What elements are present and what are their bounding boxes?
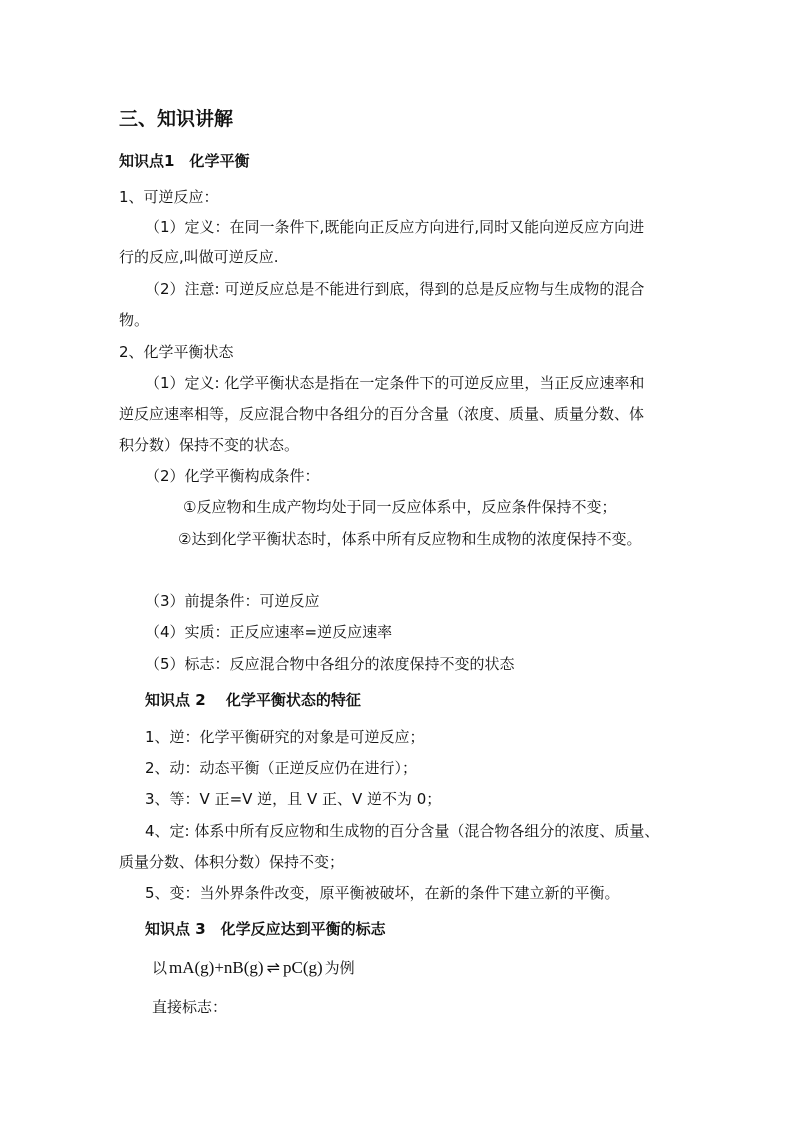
kp2-feature-4-line2: 质量分数、体积分数）保持不变；: [119, 853, 345, 871]
section-title: 三、知识讲解: [119, 108, 234, 130]
kp3-example: [152, 958, 355, 978]
kp1-state-def-line2: 逆反应速率相等，反应混合物中各组分的百分含量（浓度、质量、质量分数、体: [119, 405, 645, 423]
kp1-item1-title: 1、可逆反应：: [119, 188, 219, 206]
example-prefix: 以: [152, 959, 168, 977]
example-suffix: 为例: [324, 959, 355, 977]
kp1-note-line1: （2）注意: 可逆反应总是不能进行到底，得到的总是反应物与生成物的混合: [145, 280, 645, 298]
kp1-item2-title: 2、化学平衡状态: [119, 343, 234, 361]
reaction-right: pC(g): [283, 958, 323, 977]
kp1-premise: （3）前提条件：可逆反应: [145, 592, 320, 610]
reaction-left: mA(g)+nB(g): [169, 958, 264, 977]
kp1-heading: 知识点1 化学平衡: [119, 152, 250, 170]
kp2-feature-4-line1: 4、定: 体系中所有反应物和生成物的百分含量（混合物各组分的浓度、质量、: [145, 822, 660, 840]
kp3-heading: 知识点 3 化学反应达到平衡的标志: [145, 920, 386, 938]
kp1-cond-1: ①反应物和生成产物均处于同一反应体系中，反应条件保持不变；: [183, 498, 617, 516]
kp1-def-line2: 行的反应,叫做可逆反应.: [119, 248, 279, 266]
kp2-feature-5: 5、变：当外界条件改变，原平衡被破坏，在新的条件下建立新的平衡。: [145, 884, 620, 902]
kp2-feature-3: 3、等：V 正=V 逆，且 V 正、V 逆不为 0；: [145, 790, 442, 808]
kp3-direct-sign: 直接标志：: [152, 998, 228, 1016]
kp2-feature-1: 1、逆：化学平衡研究的对象是可逆反应；: [145, 728, 425, 746]
kp1-note-line2: 物。: [119, 311, 150, 329]
kp2-feature-2: 2、动：动态平衡（正逆反应仍在进行）；: [145, 759, 418, 777]
kp1-state-def-line1: （1）定义: 化学平衡状态是指在一定条件下的可逆反应里，当正反应速率和: [145, 374, 645, 392]
kp2-heading: 知识点 2 化学平衡状态的特征: [145, 691, 361, 709]
kp1-state-def-line3: 积分数）保持不变的状态。: [119, 436, 300, 454]
equilibrium-arrow-icon: ⇌: [266, 958, 280, 977]
kp1-cond-2: ②达到化学平衡状态时，体系中所有反应物和生成物的浓度保持不变。: [178, 530, 642, 548]
kp1-def-line1: （1）定义：在同一条件下,既能向正反应方向进行,同时又能向逆反应方向进: [145, 218, 645, 236]
kp1-sign: （5）标志：反应混合物中各组分的浓度保持不变的状态: [145, 655, 515, 673]
kp1-essence: （4）实质：正反应速率=逆反应速率: [145, 623, 393, 641]
kp1-cond-title: （2）化学平衡构成条件：: [145, 467, 320, 485]
